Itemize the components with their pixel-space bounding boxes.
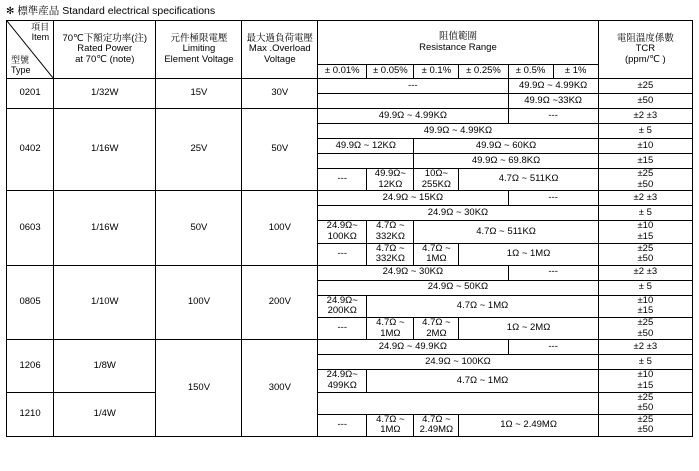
- table-row: [7, 340, 693, 355]
- table-row: [7, 265, 693, 280]
- cell-resistance-range: 4.7Ω ~ 332KΩ: [367, 221, 414, 243]
- tolerance-col-3: ± 0.25%: [459, 65, 508, 79]
- cell-rated-power: 1/4W: [54, 392, 156, 437]
- cell-tcr: ±2 ±3: [598, 265, 692, 280]
- cell-overload-voltage: 50V: [242, 109, 318, 191]
- cell-resistance-range: 24.9Ω ~ 100KΩ: [318, 355, 599, 370]
- table-row: [7, 79, 693, 94]
- cell-resistance-range: 4.7Ω ~ 2MΩ: [414, 318, 459, 340]
- cell-tcr: ±10: [598, 139, 692, 154]
- cell-tcr: ±10 ±15: [598, 221, 692, 243]
- cell-resistance-range: 49.9Ω ~33KΩ: [508, 94, 598, 109]
- cell-tcr: ±25 ±50: [598, 414, 692, 436]
- cell-resistance-range: 1Ω ~ 2.49MΩ: [459, 414, 598, 436]
- cell-resistance-range: 1Ω ~ 1MΩ: [459, 243, 598, 265]
- tolerance-col-0: ± 0.01%: [318, 65, 367, 79]
- cell-rated-power: 1/16W: [54, 109, 156, 191]
- cell-resistance-range: 4.7Ω ~ 1MΩ: [367, 295, 598, 317]
- cell-type: 1210: [7, 392, 54, 437]
- cell-resistance-range: 24.9Ω~ 499KΩ: [318, 370, 367, 392]
- header-rated-power: 70℃下額定功率(注) Rated Power at 70℃ (note): [54, 21, 156, 79]
- cell-tcr: ±25 ±50: [598, 392, 692, 414]
- cell-resistance-range: 49.9Ω ~ 4.99KΩ: [318, 109, 508, 124]
- tolerance-col-1: ± 0.05%: [367, 65, 414, 79]
- cell-resistance-range: 49.9Ω ~ 60KΩ: [414, 139, 598, 154]
- header-type-en: Type: [11, 65, 31, 76]
- cell-resistance-range: 49.9Ω~ 12KΩ: [367, 169, 414, 191]
- cell-overload-voltage: 100V: [242, 191, 318, 266]
- cell-tcr: ±15: [598, 154, 692, 169]
- cell-resistance-range: 10Ω~ 255KΩ: [414, 169, 459, 191]
- cell-resistance-range: ---: [508, 265, 598, 280]
- tolerance-col-2: ± 0.1%: [414, 65, 459, 79]
- header-item-cn: 項目: [31, 22, 50, 32]
- tolerance-col-5: ± 1%: [553, 65, 598, 79]
- cell-resistance-range: 49.9Ω ~ 4.99KΩ: [318, 124, 599, 139]
- cell-empty: [318, 154, 414, 169]
- table-row: [7, 109, 693, 124]
- cell-resistance-range: ---: [318, 79, 508, 94]
- cell-limiting-voltage: 150V: [156, 340, 242, 437]
- cell-overload-voltage: 200V: [242, 265, 318, 340]
- cell-resistance-range: ---: [508, 191, 598, 206]
- page-caption: [6, 3, 215, 18]
- cell-resistance-range: 1Ω ~ 2MΩ: [459, 318, 598, 340]
- cell-tcr: ±25: [598, 79, 692, 94]
- cell-tcr: ±10 ±15: [598, 370, 692, 392]
- cell-resistance-range: 49.9Ω ~ 69.8KΩ: [414, 154, 598, 169]
- cell-resistance-range: 24.9Ω ~ 50KΩ: [318, 280, 599, 295]
- header-limiting-voltage: 元件極限電壓 Limiting Element Voltage: [156, 21, 242, 79]
- table-row: [7, 392, 693, 414]
- cell-resistance-range: 49.9Ω ~ 4.99KΩ: [508, 79, 598, 94]
- cell-limiting-voltage: 15V: [156, 79, 242, 109]
- cell-rated-power: 1/16W: [54, 191, 156, 266]
- cell-tcr: ± 5: [598, 124, 692, 139]
- cell-empty: [318, 94, 508, 109]
- cell-resistance-range: 24.9Ω ~ 30KΩ: [318, 206, 599, 221]
- cell-tcr: ±10 ±15: [598, 295, 692, 317]
- cell-resistance-range: 24.9Ω~ 200KΩ: [318, 295, 367, 317]
- cell-tcr: ± 5: [598, 206, 692, 221]
- cell-rated-power: 1/10W: [54, 265, 156, 340]
- tolerance-col-4: ± 0.5%: [508, 65, 553, 79]
- caption-text: 標準産品 Standard electrical specifications: [17, 5, 216, 17]
- cell-resistance-range: 4.7Ω ~ 511KΩ: [459, 169, 598, 191]
- cell-tcr: ±2 ±3: [598, 191, 692, 206]
- table-body: [7, 79, 693, 437]
- specifications-table: [6, 20, 693, 437]
- cell-type: 0201: [7, 79, 54, 109]
- cell-type: 0805: [7, 265, 54, 340]
- cell-resistance-range: ---: [318, 318, 367, 340]
- cell-type: 0603: [7, 191, 54, 266]
- cell-tcr: ±2 ±3: [598, 340, 692, 355]
- cell-resistance-range: ---: [318, 414, 367, 436]
- cell-resistance-range: 4.7Ω ~ 2.49MΩ: [414, 414, 459, 436]
- header-overload-voltage: 最大過負荷電壓 Max .Overload Voltage: [242, 21, 318, 79]
- cell-resistance-range: 4.7Ω ~ 1MΩ: [367, 414, 414, 436]
- cell-tcr: ±25 ±50: [598, 318, 692, 340]
- cell-resistance-range: 4.7Ω ~ 1MΩ: [414, 243, 459, 265]
- cell-resistance-range: 49.9Ω ~ 12KΩ: [318, 139, 414, 154]
- cell-resistance-range: 24.9Ω~ 100KΩ: [318, 221, 367, 243]
- header-tcr: 電阻溫度係數 TCR (ppm/℃ ): [598, 21, 692, 79]
- cell-type: 0402: [7, 109, 54, 191]
- bullet-star-icon: ✻: [6, 6, 15, 17]
- cell-overload-voltage: 30V: [242, 79, 318, 109]
- table-row: [7, 191, 693, 206]
- cell-resistance-range: 4.7Ω ~ 332KΩ: [367, 243, 414, 265]
- cell-resistance-range: 4.7Ω ~ 511KΩ: [414, 221, 598, 243]
- cell-type: 1206: [7, 340, 54, 392]
- cell-tcr: ±25 ±50: [598, 243, 692, 265]
- header-type-cn: 型號: [11, 55, 30, 66]
- header-item-en: Item: [31, 31, 50, 42]
- cell-resistance-range: ---: [508, 109, 598, 124]
- cell-tcr: ±2 ±3: [598, 109, 692, 124]
- cell-limiting-voltage: 50V: [156, 191, 242, 266]
- cell-tcr: ±50: [598, 94, 692, 109]
- cell-resistance-range: 24.9Ω ~ 15KΩ: [318, 191, 508, 206]
- cell-resistance-range: 4.7Ω ~ 1MΩ: [367, 318, 414, 340]
- cell-resistance-range: 24.9Ω ~ 30KΩ: [318, 265, 508, 280]
- cell-limiting-voltage: 100V: [156, 265, 242, 340]
- cell-resistance-range: 4.7Ω ~ 1MΩ: [367, 370, 598, 392]
- cell-rated-power: 1/8W: [54, 340, 156, 392]
- cell-overload-voltage: 300V: [242, 340, 318, 437]
- cell-resistance-range: ---: [318, 169, 367, 191]
- header-corner-item-type: [7, 21, 54, 79]
- cell-empty: [318, 392, 599, 414]
- header-resistance-range: 阻值範圍 Resistance Range: [318, 21, 599, 65]
- cell-tcr: ± 5: [598, 355, 692, 370]
- cell-rated-power: 1/32W: [54, 79, 156, 109]
- cell-resistance-range: ---: [508, 340, 598, 355]
- cell-resistance-range: 24.9Ω ~ 49.9KΩ: [318, 340, 508, 355]
- cell-tcr: ±25 ±50: [598, 169, 692, 191]
- cell-limiting-voltage: 25V: [156, 109, 242, 191]
- cell-tcr: ± 5: [598, 280, 692, 295]
- cell-resistance-range: ---: [318, 243, 367, 265]
